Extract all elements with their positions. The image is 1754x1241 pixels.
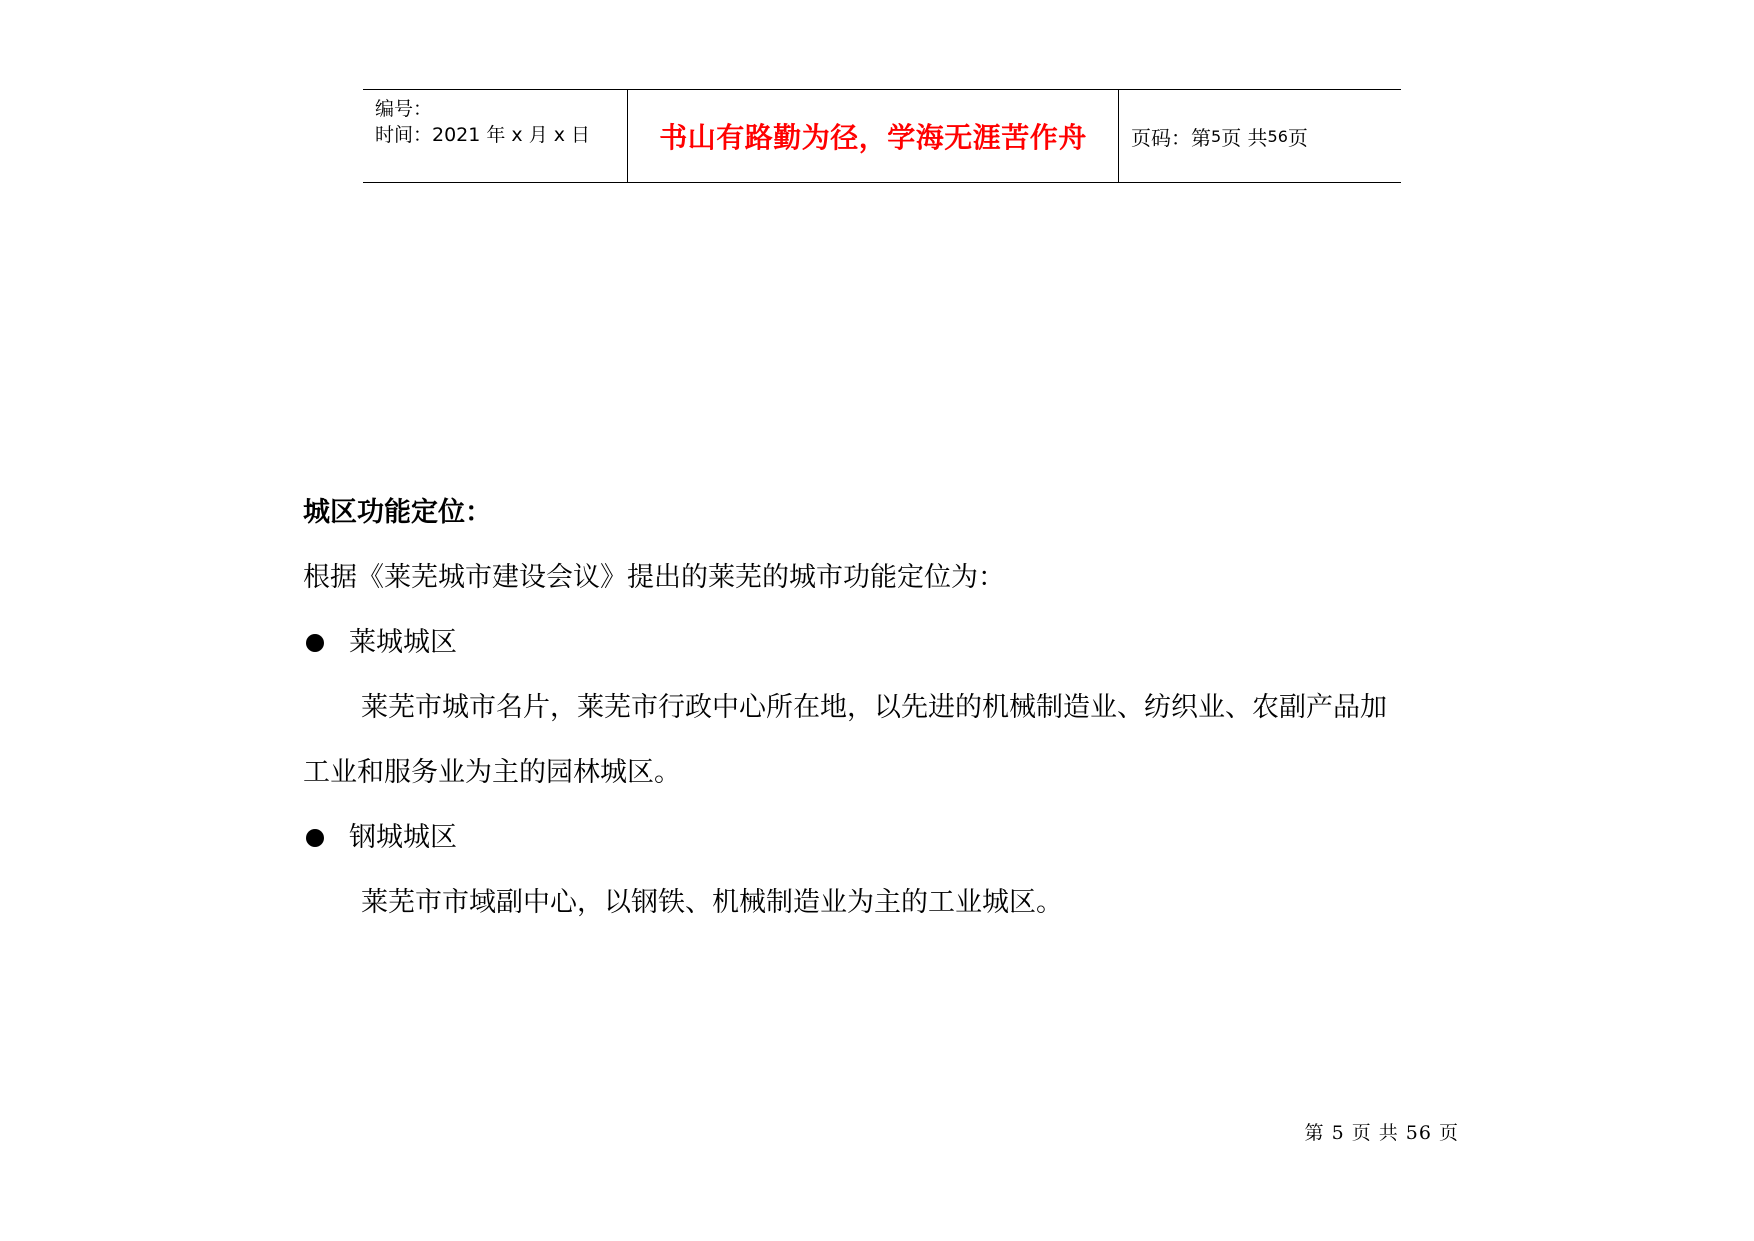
- header-page-prefix: 页码：第: [1131, 125, 1211, 150]
- header-page-mid: 页 共: [1221, 125, 1268, 150]
- header-motto: 书山有路勤为径，学海无涯苦作舟: [659, 121, 1087, 154]
- header-page-cell: [1119, 90, 1401, 182]
- intro-paragraph: 根据《莱芜城市建设会议》提出的莱芜的城市功能定位为：: [303, 562, 1005, 593]
- document-time-label: 时间：2021 年 x 月 x 日: [375, 124, 591, 146]
- header-page-suffix: 页: [1287, 125, 1308, 150]
- bullet-icon: [306, 829, 324, 847]
- section-heading: 城区功能定位：: [303, 497, 492, 528]
- bullet-title: 钢城城区: [349, 822, 457, 853]
- header-motto-cell: [628, 90, 1119, 182]
- document-number-label: 编号：: [375, 98, 433, 120]
- page-footer: 第 5 页 共 56 页: [1304, 1122, 1459, 1144]
- paragraph-line: 工业和服务业为主的园林城区。: [303, 757, 681, 788]
- document-body: [303, 480, 1463, 935]
- header-meta-cell: [363, 90, 628, 182]
- bullet-icon: [306, 634, 324, 652]
- header-page-total: 56: [1267, 126, 1288, 146]
- page-header: [363, 89, 1401, 183]
- bullet-item-gangcheng: [303, 805, 1463, 870]
- header-page-current: 5: [1211, 126, 1222, 146]
- paragraph-line: 莱芜市城市名片，莱芜市行政中心所在地，以先进的机械制造业、纺织业、农副产品加: [361, 692, 1387, 723]
- paragraph-line: 莱芜市市域副中心，以钢铁、机械制造业为主的工业城区。: [361, 887, 1063, 918]
- bullet-item-laicheng: [303, 610, 1463, 675]
- bullet-title: 莱城城区: [349, 627, 457, 658]
